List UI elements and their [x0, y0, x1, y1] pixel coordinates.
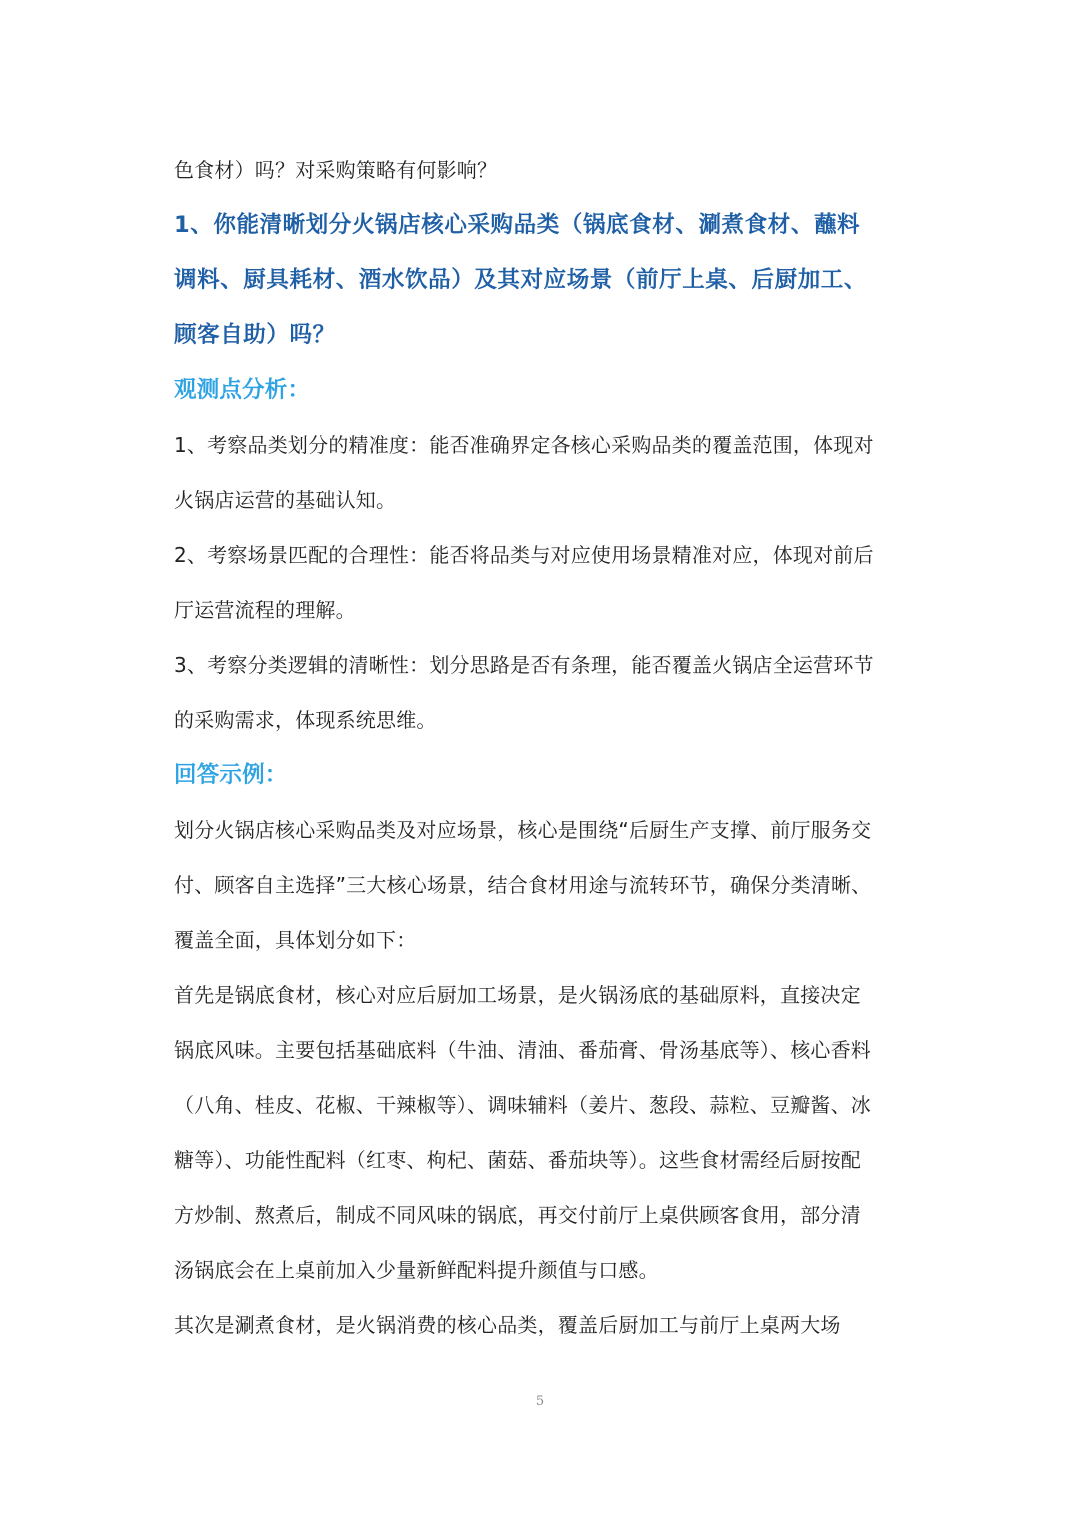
body-line: 的采购需求，体现系统思维。 — [174, 708, 437, 732]
document-page — [174, 143, 914, 1353]
body-line: 火锅店运营的基础认知。 — [174, 488, 397, 512]
body-line: 1、考察品类划分的精准度：能否准确界定各核心采购品类的覆盖范围，体现对 — [174, 433, 874, 457]
body-line: 汤锅底会在上桌前加入少量新鲜配料提升颜值与口感。 — [174, 1258, 659, 1282]
body-line: 2、考察场景匹配的合理性：能否将品类与对应使用场景精准对应，体现对前后 — [174, 543, 874, 567]
body-line: 付、顾客自主选择”三大核心场景，结合食材用途与流转环节，确保分类清晰、 — [174, 873, 872, 897]
body-line: 3、考察分类逻辑的清晰性：划分思路是否有条理，能否覆盖火锅店全运营环节 — [174, 653, 874, 677]
body-line: 划分火锅店核心采购品类及对应场景，核心是围绕“后厨生产支撑、前厅服务交 — [174, 818, 872, 842]
body-line: 方炒制、熬煮后，制成不同风味的锅底，再交付前厅上桌供顾客食用，部分清 — [174, 1203, 861, 1227]
body-line: 厅运营流程的理解。 — [174, 598, 356, 622]
body-line: 糖等）、功能性配料（红枣、枸杞、菌菇、番茄块等）。这些食材需经后厨按配 — [174, 1148, 861, 1172]
body-line: 其次是涮煮食材，是火锅消费的核心品类，覆盖后厨加工与前厅上桌两大场 — [174, 1313, 841, 1337]
body-line: 覆盖全面，具体划分如下： — [174, 928, 417, 952]
body-line: 锅底风味。主要包括基础底料（牛油、清油、番茄膏、骨汤基底等）、核心香料 — [174, 1038, 871, 1062]
question-line: 顾客自助）吗？ — [174, 322, 336, 348]
section-heading-answer: 回答示例： — [174, 762, 288, 788]
question-line: 调料、厨具耗材、酒水饮品）及其对应场景（前厅上桌、后厨加工、 — [174, 267, 868, 293]
section-heading-observation: 观测点分析： — [174, 377, 311, 403]
body-line: 首先是锅底食材，核心对应后厨加工场景，是火锅汤底的基础原料，直接决定 — [174, 983, 861, 1007]
body-line: （八角、桂皮、花椒、干辣椒等）、调味辅料（姜片、葱段、蒜粒、豆瓣酱、冰 — [174, 1093, 871, 1117]
page-number: 5 — [535, 1394, 545, 1409]
body-line: 色食材）吗？对采购策略有何影响？ — [174, 158, 498, 182]
question-line: 1、你能清晰划分火锅店核心采购品类（锅底食材、涮煮食材、蘸料 — [174, 212, 861, 238]
